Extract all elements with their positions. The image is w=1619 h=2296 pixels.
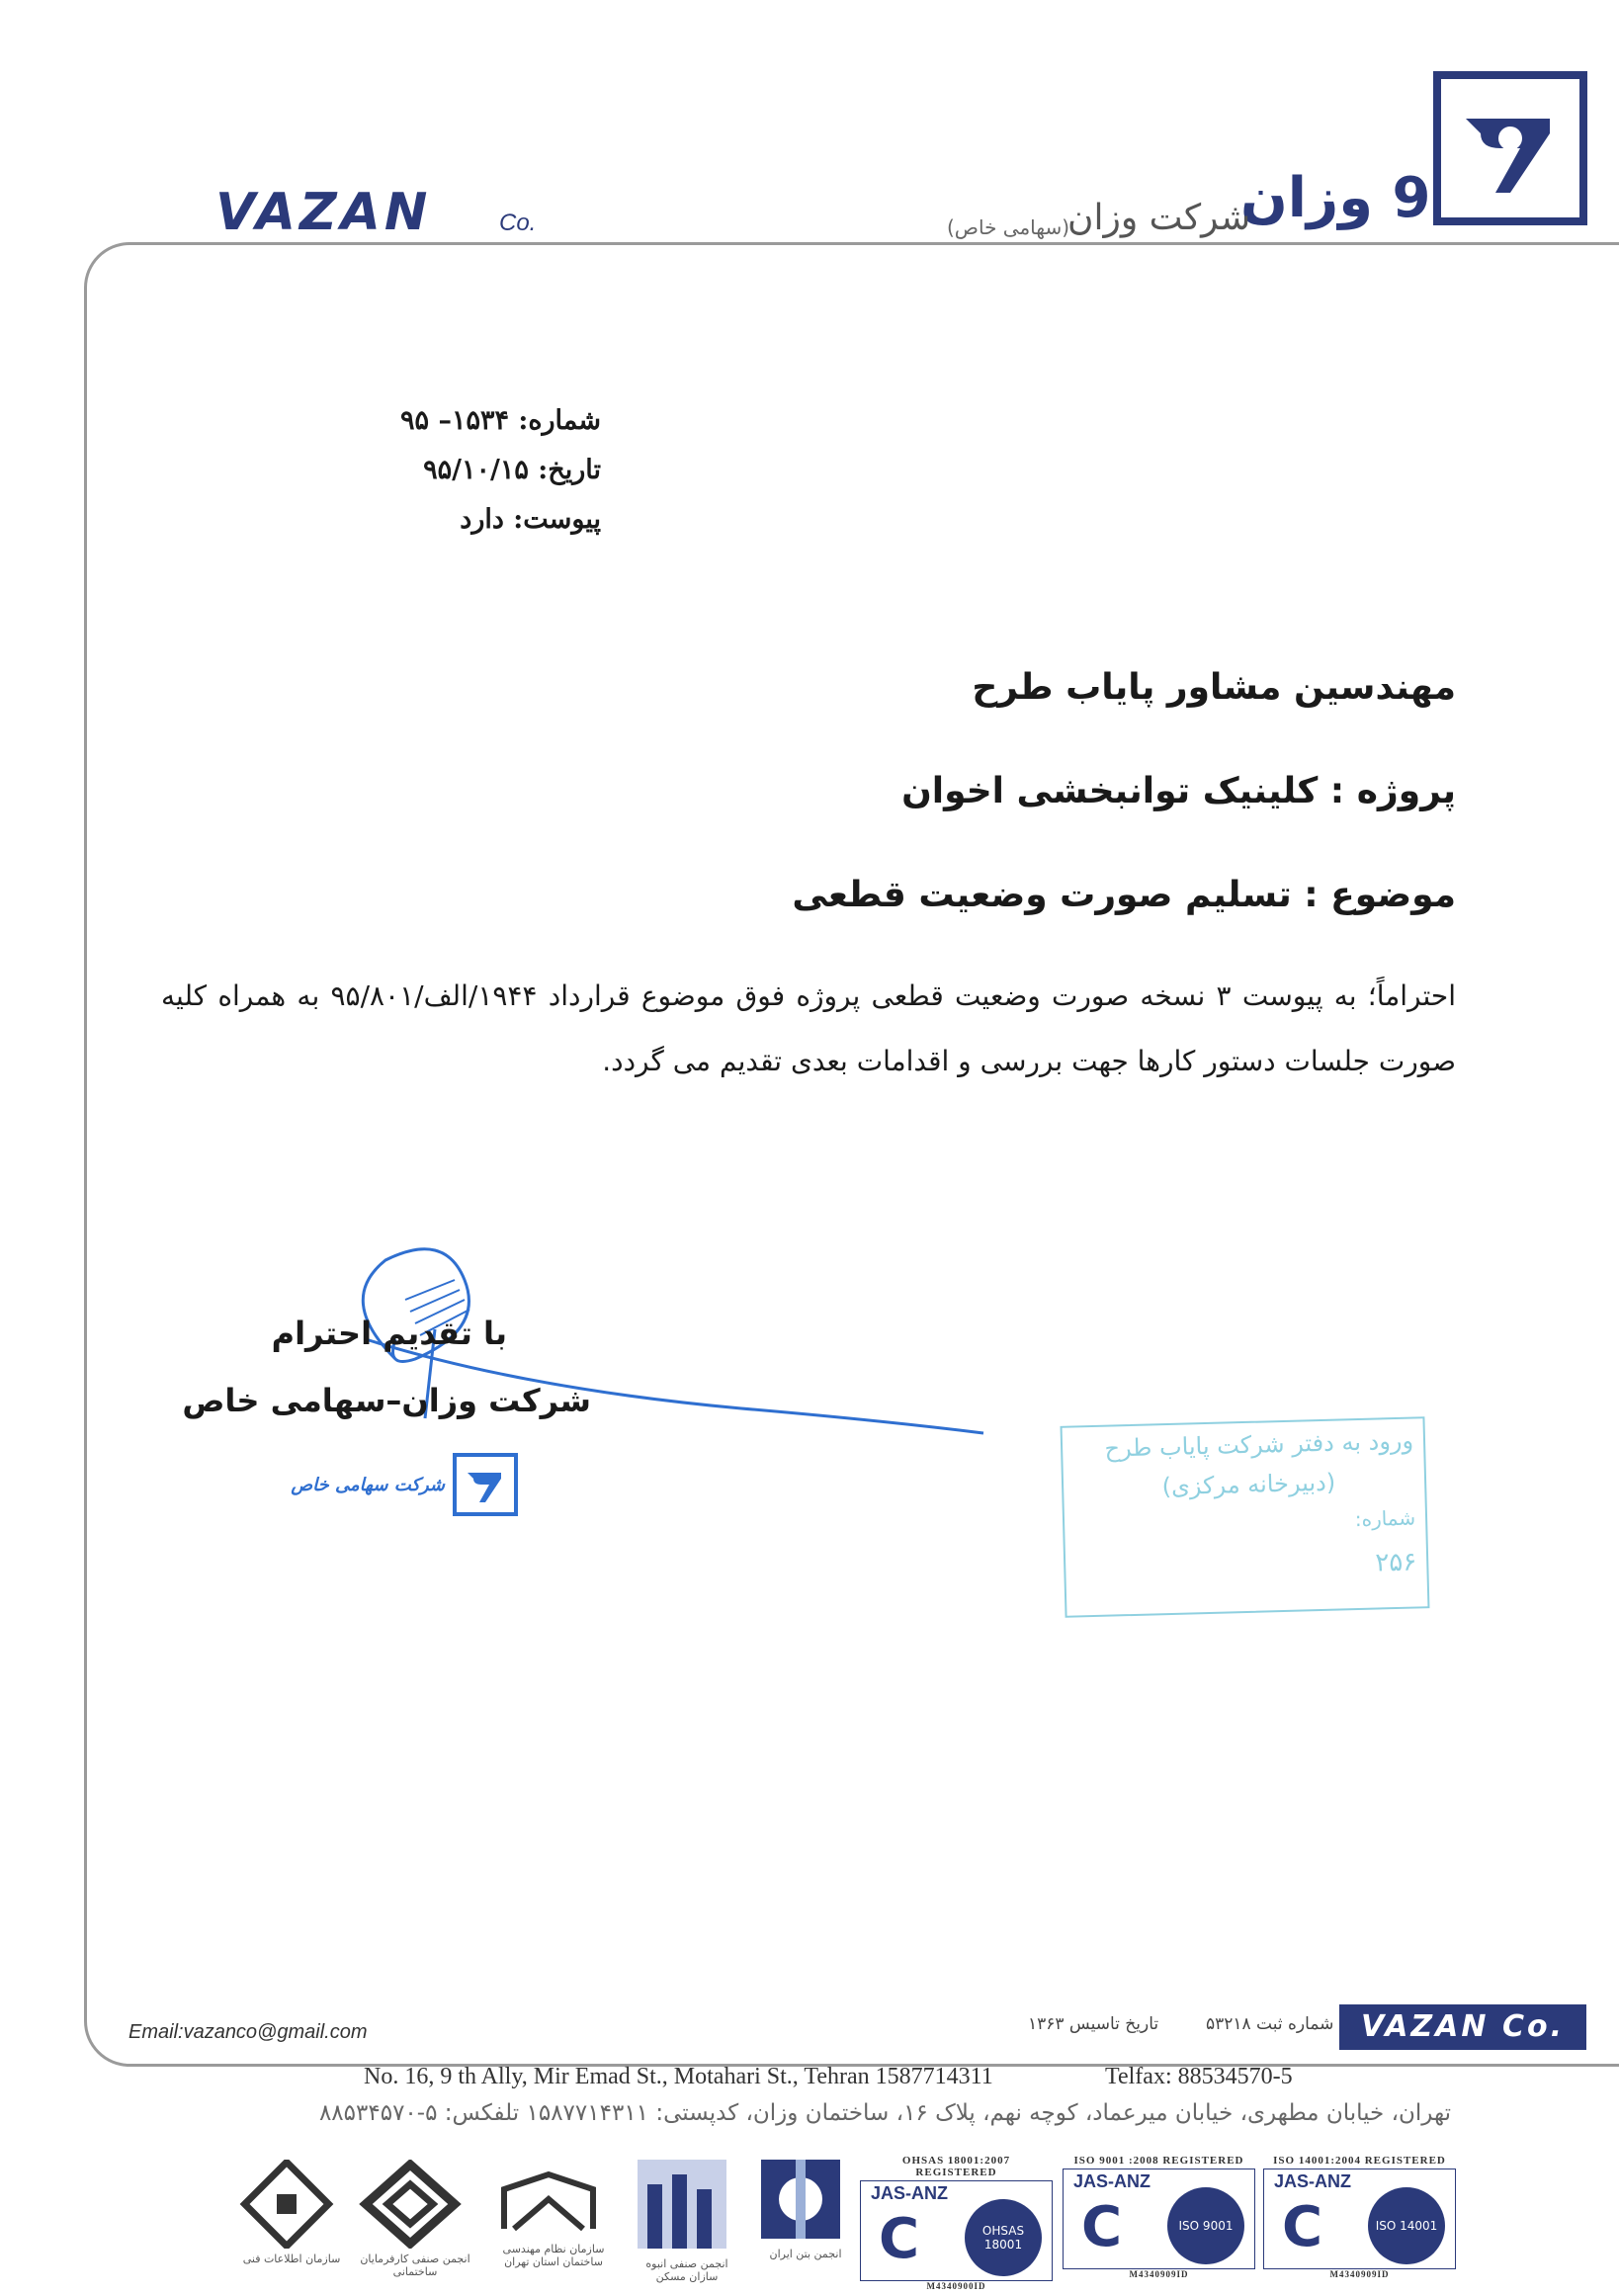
cert-ohsas-c-icon: C <box>879 2207 920 2271</box>
company-name-fa: شرکت وزان <box>1067 198 1251 238</box>
cert-iso14001-c-icon: C <box>1282 2195 1323 2259</box>
cert-ohsas-code: M4340900ID <box>926 2281 986 2291</box>
association-5-label: انجمن بتن ایران <box>769 2248 842 2260</box>
footer-logo: VAZAN Co. <box>1339 2004 1586 2050</box>
project-line: پروژه : کلینیک توانبخشی اخوان <box>901 771 1456 811</box>
cert-iso9001-body: JAS-ANZ <box>1073 2171 1151 2191</box>
association-logo-3 <box>494 2169 613 2268</box>
vazan-logo-box <box>1433 71 1587 225</box>
cert-iso14001-title: ISO 14001:2004 REGISTERED <box>1273 2155 1446 2167</box>
cert-ohsas-body: JAS-ANZ <box>871 2183 949 2203</box>
association-logo-1 <box>237 2160 346 2265</box>
association-logo-4 <box>633 2155 741 2283</box>
footer-telfax-en: Telfax: 88534570-5 <box>1105 2064 1293 2089</box>
cert-ohsas-title: OHSAS 18001:2007 REGISTERED <box>901 2155 1011 2178</box>
incoming-stamp <box>1061 1416 1430 1618</box>
recipient: مهندسین مشاور پایاب طرح <box>972 667 1456 708</box>
cert-iso14001 <box>1263 2155 1456 2279</box>
footer-email: Email:vazanco@gmail.com <box>128 2021 368 2043</box>
cert-ohsas <box>860 2155 1053 2291</box>
letter-attachment: پیوست: دارد <box>460 504 601 535</box>
footer-founded: تاریخ تاسیس ۱۳۶۳ <box>1028 2014 1159 2034</box>
closing-phrase: با تقدیم احترام <box>271 1315 507 1352</box>
seal-text: شرکت سهامی خاص <box>291 1475 445 1495</box>
cert-iso9001-badge: ISO 9001 <box>1167 2187 1244 2264</box>
association-1-icon <box>237 2160 336 2249</box>
company-seal <box>227 1453 524 1522</box>
cert-iso9001-title: ISO 9001 :2008 REGISTERED <box>1073 2155 1244 2167</box>
stamp-line-number: ۲۵۶ <box>1374 1547 1417 1578</box>
letter-date: تاریخ: ۹۵/۱۰/۱۵ <box>423 455 601 485</box>
footer-address-fa: تهران، خیابان مطهری، خیابان میرعماد، کوچه نهم، پلاک ۱۶، ساختمان وزان، کدپستی: ۱۵۸۷۷۱۴۳۱۱ تلفکس: ۵-۸۸۵۳۴۵۷۰ <box>318 2100 1451 2126</box>
association-5-icon <box>756 2155 845 2244</box>
brand-en-wordmark: VAZAN <box>215 183 432 242</box>
association-4-label: انجمن صنفی انبوه سازان مسکن <box>645 2257 728 2283</box>
letter-number: شماره: ۱۵۳۴– ۹۵ <box>400 405 601 436</box>
stamp-line-secretariat: (دبیرخانه مرکزی) <box>1161 1468 1336 1501</box>
footer-registration: شماره ثبت ۵۳۲۱۸ <box>1206 2014 1334 2034</box>
brand-en-suffix: Co. <box>499 210 537 236</box>
vazan-logo-icon <box>1441 79 1579 217</box>
footer-address-en: No. 16, 9 th Ally, Mir Emad St., Motahari St., Tehran 1587714311 <box>364 2064 993 2089</box>
seal-logo-icon <box>453 1453 518 1516</box>
subject-line: موضوع : تسلیم صورت وضعیت قطعی <box>792 875 1456 915</box>
association-logo-5 <box>756 2155 855 2260</box>
stamp-line-office: ورود به دفتر شرکت پایاب طرح <box>1104 1426 1414 1463</box>
association-logo-2 <box>356 2160 474 2278</box>
association-4-icon <box>633 2155 731 2253</box>
association-2-label: انجمن صنفی کارفرمایان ساختمانی <box>360 2253 470 2278</box>
company-type-fa: (سهامی خاص) <box>947 215 1070 239</box>
association-1-label: سازمان اطلاعات فنی <box>242 2253 341 2265</box>
association-2-icon <box>356 2160 465 2249</box>
brand-fa-wordmark: 9 وزان <box>1240 166 1431 230</box>
cert-ohsas-badge: OHSAS 18001 <box>965 2199 1042 2276</box>
stamp-line-number-label: شماره: <box>1354 1505 1416 1532</box>
association-3-label: سازمان نظام مهندسی ساختمان استان تهران <box>502 2243 605 2268</box>
cert-iso9001-c-icon: C <box>1081 2195 1123 2259</box>
letter-body: احتراماً؛ به پیوست ۳ نسخه صورت وضعیت قطعی پروژه فوق موضوع قرارداد ۱۹۴۴/الف/۹۵/۸۰۱ به همراه کلیه صورت جلسات دستور کارها جهت بررسی و اقدامات بعدی تقدیم می گردد. <box>161 979 1456 1077</box>
cert-iso14001-badge: ISO 14001 <box>1368 2187 1445 2264</box>
association-3-icon <box>494 2169 603 2239</box>
signatory-name: شرکت وزان–سهامی خاص <box>182 1382 591 1419</box>
cert-iso9001-code: M4340909ID <box>1129 2269 1189 2279</box>
cert-iso14001-body: JAS-ANZ <box>1274 2171 1352 2191</box>
cert-iso9001 <box>1063 2155 1255 2279</box>
cert-iso14001-code: M4340909ID <box>1329 2269 1390 2279</box>
